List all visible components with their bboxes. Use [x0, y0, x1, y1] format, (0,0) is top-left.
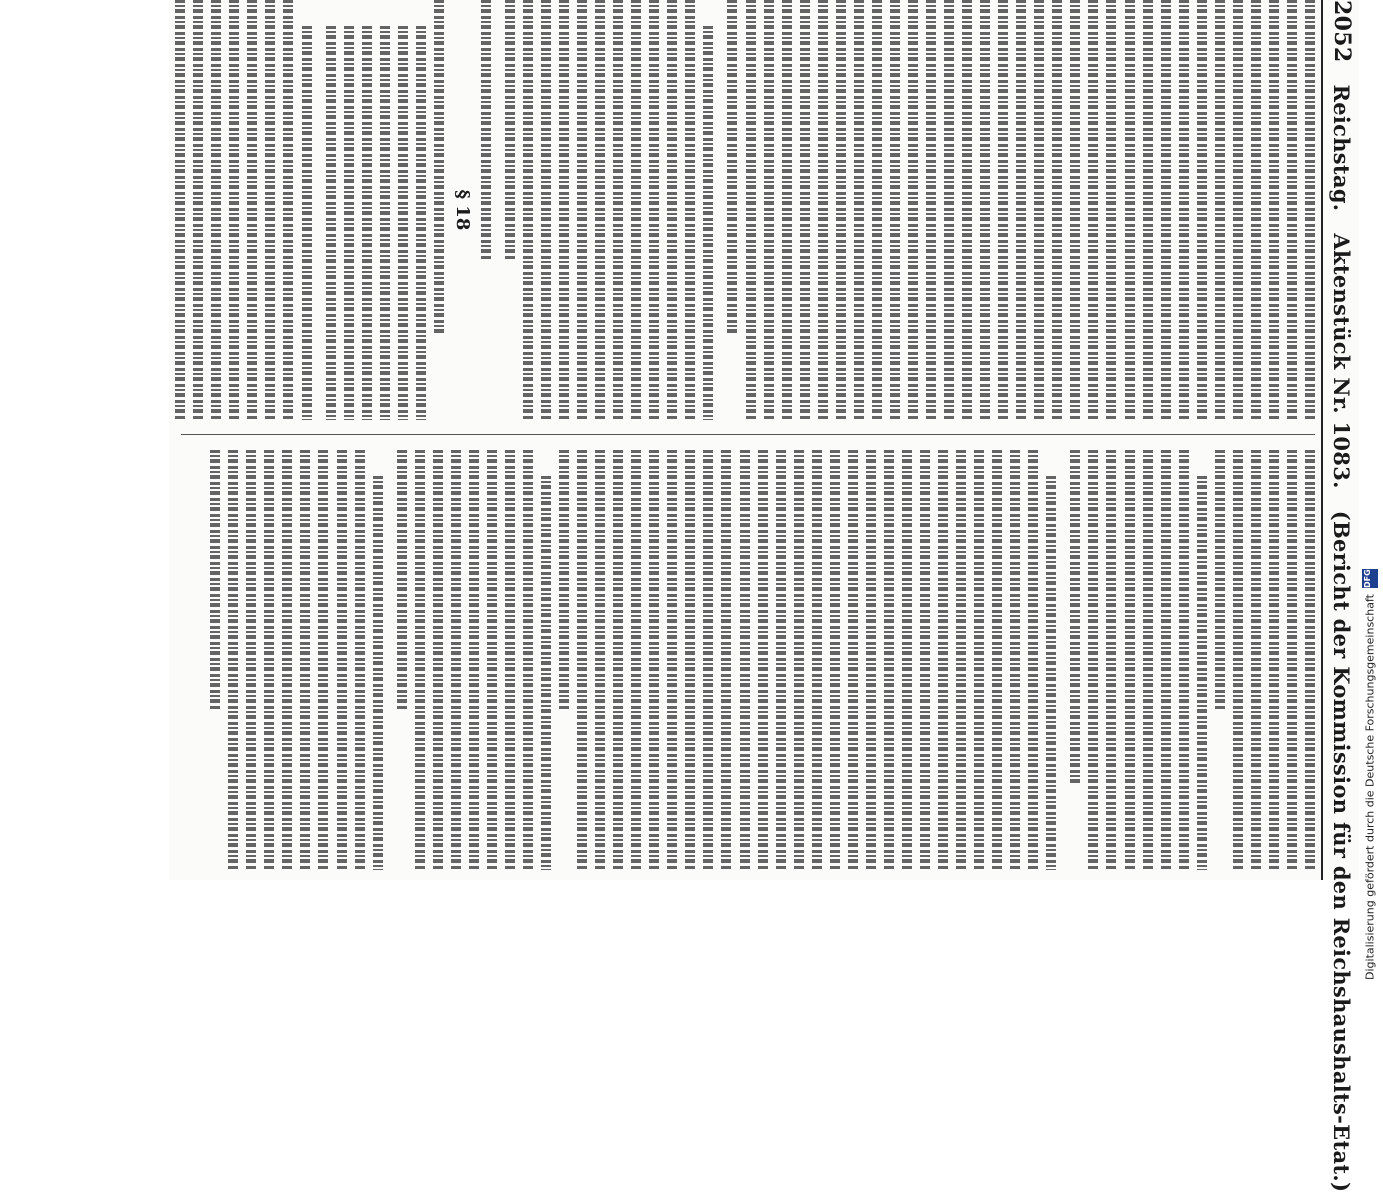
text-line — [920, 450, 930, 870]
text-line — [854, 0, 864, 420]
paragraph-gap — [713, 0, 719, 420]
text-line — [505, 0, 515, 260]
text-line — [1179, 450, 1189, 870]
text-line — [355, 450, 365, 870]
text-line — [434, 0, 444, 336]
text-line — [283, 0, 293, 420]
text-line — [559, 450, 569, 710]
text-line — [872, 0, 882, 420]
text-line — [890, 0, 900, 420]
text-line — [980, 0, 990, 420]
text-line — [523, 0, 533, 420]
text-line — [523, 450, 533, 870]
text-line — [344, 26, 354, 420]
text-line — [282, 450, 292, 870]
text-line — [703, 26, 713, 420]
text-line — [1197, 476, 1207, 870]
text-line — [728, 0, 738, 336]
text-line — [962, 0, 972, 420]
text-line — [469, 450, 479, 870]
text-line — [1251, 0, 1261, 420]
text-line — [902, 450, 912, 870]
text-line — [487, 450, 497, 870]
text-line — [362, 26, 372, 420]
text-line — [956, 450, 966, 870]
text-line — [326, 26, 336, 420]
text-line — [1197, 0, 1207, 420]
text-line — [416, 26, 426, 420]
text-line — [398, 26, 408, 420]
text-line — [264, 450, 274, 870]
text-column-left — [175, 0, 1315, 420]
text-line — [577, 450, 587, 870]
rotated-page — [169, 0, 1359, 1192]
text-line — [812, 450, 822, 870]
text-line — [175, 0, 185, 420]
text-line — [1161, 450, 1171, 870]
column-divider — [181, 434, 1315, 435]
document-subtitle: (Bericht der Kommission für den Reichshaushalts-Etat.) — [1329, 510, 1355, 1192]
text-line — [866, 450, 876, 870]
text-line — [1125, 0, 1135, 420]
text-line — [992, 450, 1002, 870]
text-line — [373, 476, 383, 870]
text-line — [300, 450, 310, 870]
text-line — [703, 450, 713, 870]
text-line — [848, 450, 858, 870]
text-line — [782, 0, 792, 420]
text-line — [577, 0, 587, 420]
text-line — [800, 0, 810, 420]
text-line — [541, 0, 551, 420]
paragraph-gap — [312, 0, 318, 420]
text-line — [1143, 0, 1153, 420]
text-line — [667, 0, 677, 420]
text-line — [1161, 0, 1171, 420]
text-line — [836, 0, 846, 420]
text-line — [265, 0, 275, 420]
text-line — [1179, 0, 1189, 420]
text-line — [613, 0, 623, 420]
text-line — [1070, 0, 1080, 420]
publication-name: Reichstag. — [1329, 84, 1355, 212]
credit-text: Digitalisierung gefördert durch die Deutsche Forschungsgemeinschaft — [1363, 594, 1377, 980]
text-line — [595, 450, 605, 870]
text-line — [228, 450, 238, 870]
header-rule — [1321, 0, 1323, 880]
text-line — [776, 450, 786, 870]
text-line — [649, 450, 659, 870]
text-line — [722, 450, 732, 870]
document-number: Aktenstück Nr. 1083. — [1329, 233, 1355, 489]
text-line — [908, 0, 918, 420]
text-line — [685, 450, 695, 870]
text-line — [1269, 450, 1279, 870]
text-line — [938, 450, 948, 870]
text-line — [211, 0, 221, 420]
section-heading: § 18 — [451, 189, 473, 231]
text-line — [740, 450, 750, 870]
text-line — [302, 26, 312, 420]
text-line — [1215, 450, 1225, 710]
text-line — [1106, 450, 1116, 870]
text-line — [631, 450, 641, 870]
text-line — [818, 0, 828, 420]
paragraph-gap — [491, 0, 497, 420]
text-line — [794, 450, 804, 870]
text-line — [318, 450, 328, 870]
text-line — [451, 450, 461, 870]
text-line — [1010, 450, 1020, 870]
text-line — [1125, 450, 1135, 870]
text-line — [505, 450, 515, 870]
text-line — [210, 450, 220, 710]
document-page — [169, 0, 1359, 1192]
text-column-right — [175, 450, 1315, 870]
dfg-logo-icon: DFG — [1362, 569, 1378, 588]
text-line — [1287, 450, 1297, 870]
text-line — [685, 0, 695, 420]
running-head — [1325, 0, 1359, 1192]
paragraph-gap — [383, 450, 389, 870]
text-line — [337, 450, 347, 870]
text-line — [667, 450, 677, 870]
paragraph-gap — [1056, 450, 1062, 870]
text-line — [758, 450, 768, 870]
text-line — [247, 0, 257, 420]
text-line — [926, 0, 936, 420]
text-line — [649, 0, 659, 420]
text-line — [944, 0, 954, 420]
text-line — [1106, 0, 1116, 420]
text-line — [631, 0, 641, 420]
text-line — [246, 450, 256, 870]
text-line — [884, 450, 894, 870]
digitization-credit — [1361, 569, 1379, 980]
text-line — [1305, 450, 1315, 870]
text-line — [380, 26, 390, 420]
text-line — [433, 450, 443, 870]
text-line — [998, 0, 1008, 420]
text-line — [481, 0, 491, 260]
text-line — [974, 450, 984, 870]
text-line — [559, 0, 569, 420]
text-line — [830, 450, 840, 870]
text-line — [595, 0, 605, 420]
text-line — [541, 476, 551, 870]
text-line — [1088, 450, 1098, 870]
text-line — [193, 0, 203, 420]
text-line — [1070, 450, 1080, 786]
text-line — [1233, 0, 1243, 420]
text-line — [1269, 0, 1279, 420]
text-line — [1028, 450, 1038, 870]
text-line — [229, 0, 239, 420]
text-line — [1287, 0, 1297, 420]
text-line — [746, 0, 756, 420]
text-line — [397, 450, 407, 710]
text-line — [764, 0, 774, 420]
text-line — [1016, 0, 1026, 420]
text-line — [1143, 450, 1153, 870]
text-line — [1233, 450, 1243, 870]
text-line — [415, 450, 425, 870]
text-line — [613, 450, 623, 870]
page-number: 2052 — [1329, 0, 1355, 63]
text-line — [1251, 450, 1261, 870]
text-line — [1046, 476, 1056, 870]
text-line — [1034, 0, 1044, 420]
text-line — [1215, 0, 1225, 420]
text-line — [1305, 0, 1315, 420]
text-line — [1052, 0, 1062, 420]
text-line — [1088, 0, 1098, 420]
